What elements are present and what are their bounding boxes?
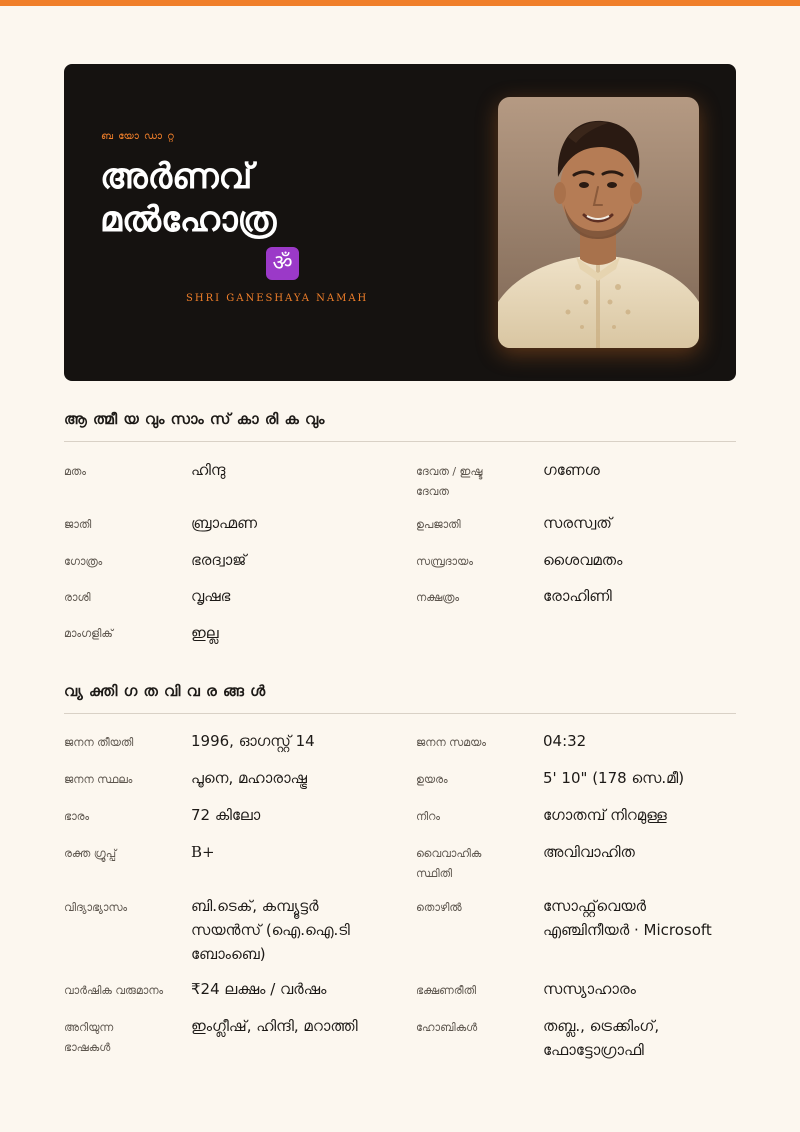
field-label-annual-income: വാർഷിക വരുമാനം [64, 984, 164, 997]
field-label-religion: മതം [64, 465, 87, 478]
field-label-manglik: മാംഗളിക് [64, 627, 113, 640]
field-label-education: വിദ്യാഭ്യാസം [64, 901, 128, 914]
field-value-weight: 72 കിലോ [191, 806, 261, 824]
biodata-eyebrow: ബ യോ ഡാ റ്റ [101, 131, 175, 142]
religious-section-title: ആ ത്മീ യ വും സാം സ് കാ രി ക വും [64, 410, 325, 428]
hero-banner [64, 64, 736, 381]
personal-section-divider [64, 713, 736, 714]
candidate-last-name: മൽഹോത്ര [100, 200, 277, 240]
field-label-blood-group: രക്ത ഗ്രൂപ്പ് [64, 847, 117, 860]
field-value-blood-group: B+ [191, 843, 215, 861]
field-label-hobbies: ഹോബികൾ [416, 1021, 478, 1034]
candidate-first-name: അർണവ് [100, 157, 253, 197]
field-label-sampradaya: സമ്പ്രദായം [416, 555, 473, 568]
field-label-weight: ഭാരം [64, 810, 90, 823]
field-label-height: ഉയരം [416, 773, 448, 786]
field-label-occupation: തൊഴിൽ [416, 901, 462, 914]
field-value-birth-date: 1996, ഓഗസ്റ്റ് 14 [191, 732, 315, 750]
field-label-marital-status: വൈവാഹിക സ്ഥിതി [416, 847, 482, 880]
field-label-languages: അറിയുന്ന ഭാഷകൾ [64, 1021, 114, 1054]
field-label-birth-time: ജനന സമയം [416, 736, 487, 749]
top-accent-stripe [0, 0, 800, 6]
candidate-name [100, 156, 400, 242]
hero-motto: SHRI GANESHAYA NAMAH [186, 293, 369, 304]
om-symbol-icon: ॐ [266, 247, 299, 280]
field-label-diet: ഭക്ഷണരീതി [416, 984, 477, 997]
field-label-complexion: നിറം [416, 810, 441, 823]
field-value-complexion: ഗോതമ്പ് നിറമുള്ള [543, 806, 667, 824]
field-value-caste: ബ്രാഹ്മണ [191, 514, 258, 532]
field-value-nakshatra: രോഹിണി [543, 587, 612, 605]
field-label-subcaste: ഉപജാതി [416, 518, 461, 531]
field-value-sampradaya: ശൈവമതം [543, 551, 623, 569]
field-label-rashi: രാശി [64, 591, 91, 604]
field-value-religion: ഹിന്ദു [191, 461, 226, 479]
field-label-gotra: ഗോത്രം [64, 555, 103, 568]
portrait-illustration [498, 97, 699, 348]
field-value-occupation: സോഫ്റ്റ്‌വെയർ എഞ്ചിനീയർ · Microsoft [543, 897, 712, 939]
field-value-birth-place: പൂനെ, മഹാരാഷ്ട്ര [191, 769, 308, 787]
field-label-nakshatra: നക്ഷത്രം [416, 591, 460, 604]
portrait-photo [498, 97, 699, 348]
field-label-deity: ദേവത / ഇഷ്ട ദേവത [416, 465, 483, 498]
personal-section-title: വ്യ ക്തി ഗ ത വി വ ര ങ്ങ ൾ [64, 682, 266, 700]
field-label-caste: ജാതി [64, 518, 92, 531]
field-value-annual-income: ₹24 ലക്ഷം / വർഷം [191, 980, 327, 998]
field-value-height: 5' 10" (178 സെ.മീ) [543, 769, 685, 787]
field-value-subcaste: സരസ്വത് [543, 514, 612, 532]
field-value-diet: സസ്യാഹാരം [543, 980, 636, 998]
field-label-birth-place: ജനന സ്ഥലം [64, 773, 133, 786]
religious-section-divider [64, 441, 736, 442]
field-value-marital-status: അവിവാഹിത [543, 843, 635, 861]
field-label-birth-date: ജനന തീയതി [64, 736, 134, 749]
field-value-deity: ഗണേശ [543, 461, 600, 479]
field-value-manglik: ഇല്ല [191, 624, 219, 642]
field-value-birth-time: 04:32 [543, 732, 587, 750]
field-value-rashi: വൃഷഭ [191, 587, 231, 605]
field-value-education: ബി.ടെക്, കമ്പ്യൂട്ടർ സയൻസ് (ഐ.ഐ.ടി ബോംബെ) [191, 897, 350, 963]
field-value-languages: ഇംഗ്ലീഷ്, ഹിന്ദി, മറാത്തി [191, 1017, 358, 1035]
field-value-gotra: ഭരദ്വാജ് [191, 551, 247, 569]
field-value-hobbies: തബ്ല., ട്രെക്കിംഗ്, ഫോട്ടോഗ്രാഫി [543, 1017, 660, 1059]
